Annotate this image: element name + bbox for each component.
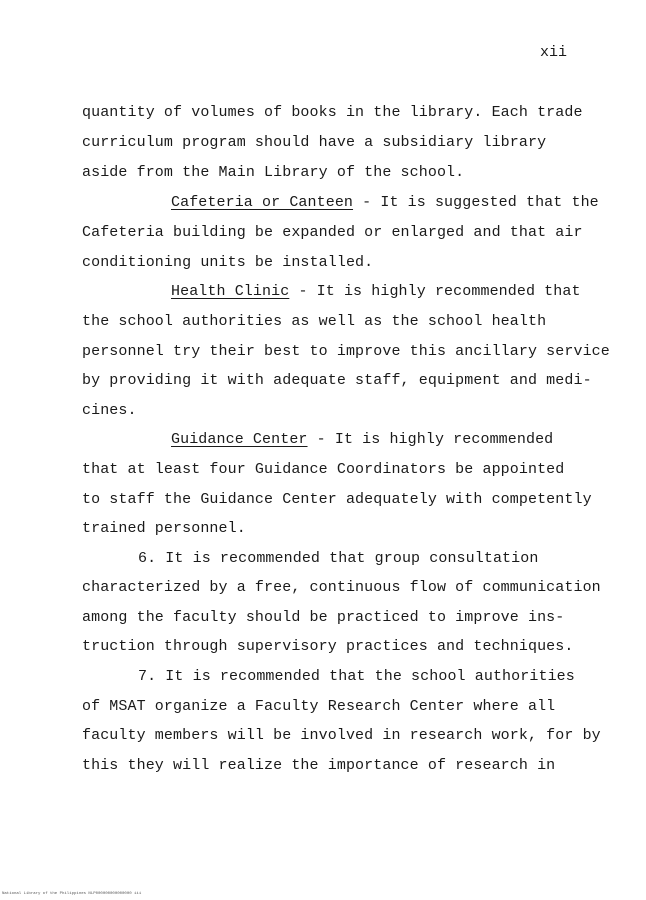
text-line: aside from the Main Library of the school. xyxy=(82,164,465,181)
heading-health-clinic: Health Clinic xyxy=(171,283,290,300)
paragraph-line xyxy=(171,430,553,450)
text-line: the school authorities as well as the school health xyxy=(82,313,547,330)
text-line: truction through supervisory practices and techniques. xyxy=(82,638,574,655)
text-line: characterized by a free, continuous flow of communication xyxy=(82,579,601,596)
footer-watermark: National Library of the Philippines NLP000000000000000 iii xyxy=(2,892,142,896)
text-line: this they will realize the importance of research in xyxy=(82,757,556,774)
text-line: trained personnel. xyxy=(82,520,246,537)
text-line: conditioning units be installed. xyxy=(82,254,374,271)
text-line: quantity of volumes of books in the library. Each trade xyxy=(82,104,583,121)
heading-guidance-center: Guidance Center xyxy=(171,431,308,448)
text-line: of MSAT organize a Faculty Research Center where all xyxy=(82,698,556,715)
text-fragment: - It is highly recommended xyxy=(316,431,554,448)
text-line: by providing it with adequate staff, equipment and medi- xyxy=(82,372,592,389)
text-fragment: - It is highly recommended that xyxy=(298,283,581,300)
numbered-item: 6. It is recommended that group consultation xyxy=(138,550,539,567)
text-line: among the faculty should be practiced to improve ins- xyxy=(82,609,565,626)
text-fragment: - It is suggested that the xyxy=(362,194,599,211)
heading-cafeteria: Cafeteria or Canteen xyxy=(171,194,354,211)
text-line: Cafeteria building be expanded or enlarged and that air xyxy=(82,224,583,241)
text-line: that at least four Guidance Coordinators be appointed xyxy=(82,461,565,478)
page-number: xii xyxy=(540,44,568,61)
paragraph-line xyxy=(171,193,599,213)
numbered-item: 7. It is recommended that the school authorities xyxy=(138,668,575,685)
paragraph-line xyxy=(171,282,581,302)
text-line: personnel try their best to improve this ancillary service xyxy=(82,343,610,360)
text-line: curriculum program should have a subsidiary library xyxy=(82,134,547,151)
text-line: to staff the Guidance Center adequately with competently xyxy=(82,491,592,508)
text-line: cines. xyxy=(82,402,137,419)
text-line: faculty members will be involved in research work, for by xyxy=(82,727,601,744)
